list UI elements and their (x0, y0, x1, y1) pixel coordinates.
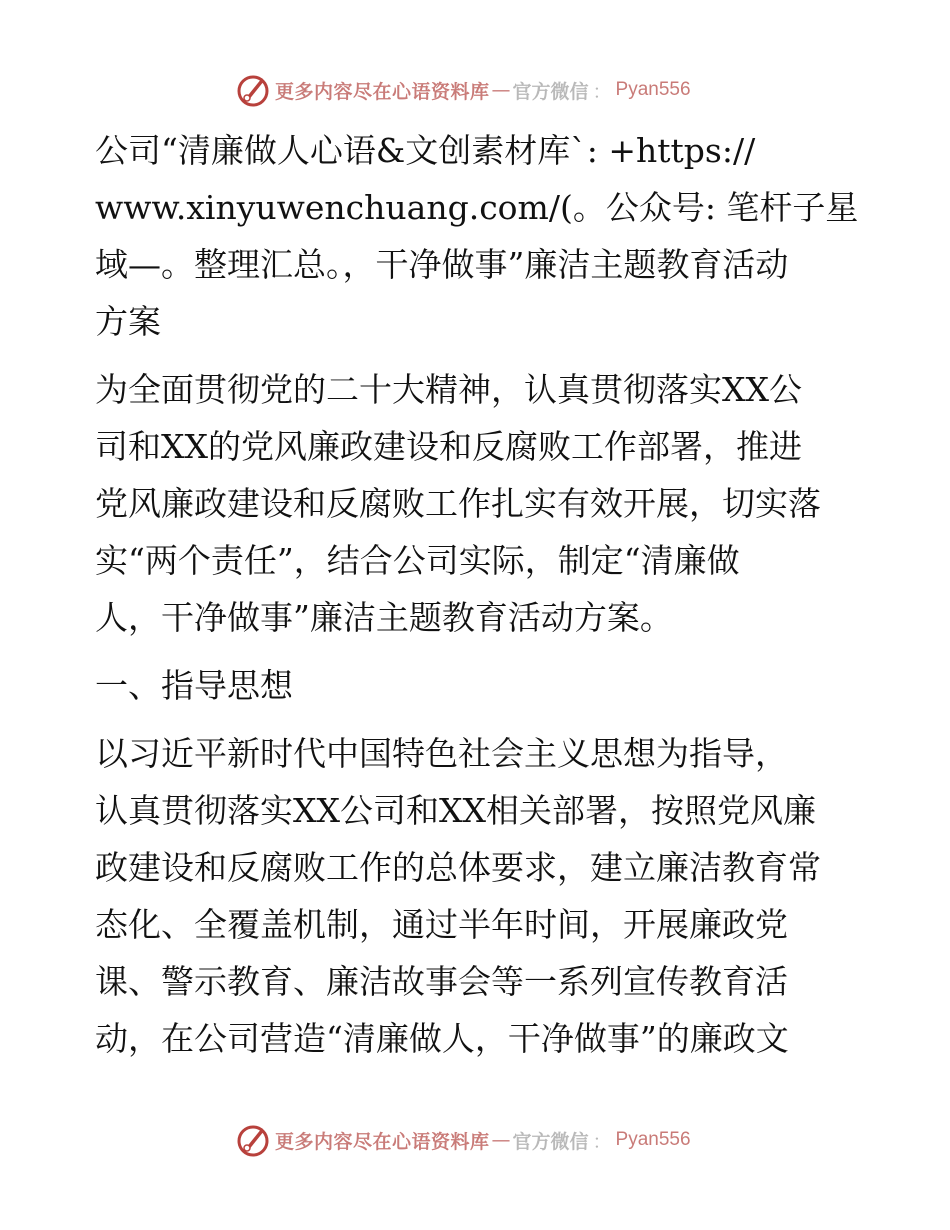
banner-separator: — (491, 1129, 511, 1151)
banner-main-text: 更多内容尽在心语资料库 (275, 80, 490, 103)
banner-wechat-label: 官方微信 (512, 1130, 589, 1153)
quill-logo-icon (235, 72, 271, 108)
section-heading: 一、指导思想 (95, 666, 293, 705)
title-line: 方案 (95, 302, 161, 341)
banner-colon: ： (592, 1130, 612, 1153)
banner-wechat-label: 官方微信 (512, 80, 589, 103)
paragraph-line: 认真贯彻落实XX公司和XX相关部署，按照党风廉 (95, 791, 816, 830)
title-line: 公司“清廉做人心语&文创素材库`: +https:// (95, 131, 756, 170)
banner-colon: ： (592, 80, 612, 103)
paragraph-line: 政建设和反腐败工作的总体要求，建立廉洁教育常 (95, 848, 821, 887)
paragraph-line: 党风廉政建设和反腐败工作扎实有效开展，切实落 (95, 484, 821, 523)
paragraph-line: 实“两个责任”，结合公司实际，制定“清廉做 (95, 541, 740, 580)
document-body (95, 122, 860, 1067)
title-line: www.xinyuwenchuang.com/(。公众号: 笔杆子星 (95, 188, 859, 227)
paragraph-line: 为全面贯彻党的二十大精神，认真贯彻落实XX公 (95, 370, 802, 409)
paragraph-line: 司和XX的党风廉政建设和反腐败工作部署，推进 (95, 427, 802, 466)
banner-wechat-id: Pyan556 (615, 79, 691, 100)
section-paragraph (95, 725, 860, 1067)
banner-separator: — (491, 79, 511, 101)
banner-main-text: 更多内容尽在心语资料库 (275, 1130, 490, 1153)
header-banner (235, 70, 691, 110)
paragraph-line: 课、警示教育、廉洁故事会等一系列宣传教育活 (95, 962, 788, 1001)
banner-wechat-id: Pyan556 (615, 1129, 691, 1150)
footer-banner (235, 1120, 691, 1160)
title-line: 域—。整理汇总。，干净做事”廉洁主题教育活动 (95, 245, 789, 284)
paragraph-line: 态化、全覆盖机制，通过半年时间，开展廉政党 (95, 905, 788, 944)
intro-paragraph (95, 361, 860, 646)
paragraph-line: 以习近平新时代中国特色社会主义思想为指导， (95, 734, 788, 773)
document-title (95, 122, 860, 350)
paragraph-line: 人，干净做事”廉洁主题教育活动方案。 (95, 598, 673, 637)
quill-logo-icon (235, 1122, 271, 1158)
paragraph-line: 动，在公司营造“清廉做人，干净做事”的廉政文 (95, 1019, 789, 1058)
